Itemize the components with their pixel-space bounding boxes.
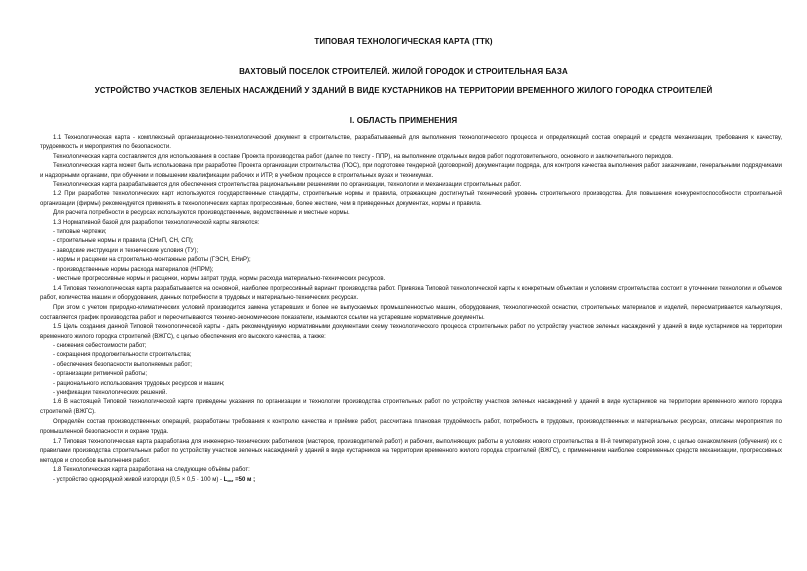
section-heading: I. ОБЛАСТЬ ПРИМЕНЕНИЯ (349, 116, 458, 125)
volume-text: - устройство однорядной живой изгороди (0,5 × 0,5 · 100 м) - (53, 476, 224, 483)
document-body (40, 134, 782, 485)
length-formula (224, 477, 255, 483)
document-subtitle-2: УСТРОЙСТВО УЧАСТКОВ ЗЕЛЕНЫХ НАСАЖДЕНИЙ У ЗДАНИЙ В ВИДЕ КУСТАРНИКОВ НА ТЕРРИТОРИИ ВРЕМЕННОГО ЖИЛОГО ГОРОДКА СТРОИТЕЛЕЙ (94, 86, 713, 95)
formula-value: =50 м ; (233, 476, 256, 483)
document-title: ТИПОВАЯ ТЕХНОЛОГИЧЕСКАЯ КАРТА (ТТК) (314, 37, 493, 46)
paragraph: Технологическая карта составляется для использования в составе Проекта производства работ (далее по тексту - ППР), на выполнение отдельных видов работ подготовительного, основного и заключительного периодов. (53, 153, 673, 160)
document-subtitle: ВАХТОВЫЙ ПОСЕЛОК СТРОИТЕЛЕЙ. ЖИЛОЙ ГОРОДОК И СТРОИТЕЛЬНАЯ БАЗА (239, 67, 568, 76)
list-item: - организации ритмичной работы; (53, 371, 148, 378)
paragraph: Определён состав производственных операций, разработаны требования к контролю качества и приёмке работ, рассчитана плановая трудоёмкость работ, потребность в трудовых, производственных и материальных ресурсах, описаны мероприятия по промышленной безопасности и охране труда. (40, 419, 782, 435)
list-item: - нормы и расценки на строительно-монтажные работы (ГЭСН, ЕНиР); (53, 257, 251, 264)
paragraph: Для расчета потребности в ресурсах используются производственные, ведомственные и местные нормы. (53, 210, 350, 217)
paragraph-1-4: 1.4 Типовая технологическая карта разрабатывается на основной, наиболее прогрессивный вариант производства работ. Привязка Типовой технологической карты к конкретным объектам и условиям строительства состоит в уточнении технологии и объемов работ, количества машин и оборудования, данных потребности в трудовых и материально-технических ресурсах. (40, 285, 782, 301)
list-item: - производственные нормы расхода материалов (НПРМ); (53, 266, 214, 273)
paragraph-1-7: 1.7 Типовая технологическая карта разработана для инженерно-технических работников (мастеров, производителей работ) и рабочих, выполняющих работы в условиях нового строительства в III-й температурной зоне, с целью ознакомления (обучения) их с правилами производства строительных работ по устройству участков зеленых насаждений у зданий в виде кустарников на территории временного жилого городка строителей (ВЖГС), с применением наиболее современных средств механизации, прогрессивных методов и способов выполнения работ. (40, 439, 782, 464)
volume-line (40, 476, 782, 485)
paragraph-1-6: 1.6 В настоящей Типовой технологической карте приведены указания по организации и технологии производства строительных работ по устройству участков зеленых насаждений у зданий в виде кустарников на территории временного жилого городка строителей (ВЖГС). (40, 399, 782, 415)
list-item: - рационального использования трудовых ресурсов и машин; (53, 380, 225, 387)
paragraph-1-1: 1.1 Технологическая карта - комплексный организационно-технологический документ в строительстве, разрабатываемый для выполнения технологического процесса и определяющий состав операций и средств механизации, требования к качеству, трудоемкость и мероприятия по безопасности. (40, 135, 782, 151)
list-item: - сокращения продолжительности строительства; (53, 352, 192, 359)
list-item: - местные прогрессивные нормы и расценки, нормы затрат труда, нормы расхода материально-технических ресурсов. (53, 276, 386, 283)
list-item: - обеспечения безопасности выполняемых работ; (53, 361, 192, 368)
list-item: - типовые чертежи; (53, 229, 107, 236)
list-item: - заводские инструкции и технические условия (ТУ); (53, 247, 199, 254)
list-item: - строительные нормы и правила (СНиП, СН, СП); (53, 238, 194, 245)
paragraph-1-8: 1.8 Технологическая карта разработана на следующие объёмы работ: (53, 467, 250, 474)
formula-subscript: изг (227, 477, 234, 483)
paragraph-1-3: 1.3 Нормативной базой для разработки технологической карты являются: (53, 219, 260, 226)
paragraph: При этом с учетом природно-климатических условий производится замена устаревших и более не выпускаемых промышленностью машин, оборудования, технологической оснастки, строительных материалов и изделий, пересматривается калькуляция, составляется график производства работ и пересчитываются технико-экономические показатели, изымаются ссылки на устаревшие нормативные документы. (40, 305, 782, 321)
paragraph: Технологическая карта разрабатывается для обеспечения строительства рациональными решениями по организации, технологии и механизации строительных работ. (53, 182, 522, 189)
formula-symbol: L (223, 476, 228, 483)
paragraph: Технологическая карта может быть использована при разработке Проекта организации строительства (ПОС), при подготовке тендерной (договорной) документации подряда, для контроля качества выполнения работ заказчиками, генеральными подрядчиками и надзорными органами, при обучении и повышении квалификации рабочих и ИТР, в учебном процессе в строительных вузах и техникумах. (40, 163, 782, 179)
paragraph-1-2: 1.2 При разработке технологических карт используются государственные стандарты, строительные нормы и правила, отражающие достигнутый технический уровень строительного производства. Для повышения конкурентоспособности строительной организации (фирмы) рекомендуется применять в технологических картах прогрессивные, более жесткие, чем в приведенных документах, нормы и правила. (40, 191, 782, 207)
list-item: - унификации технологических решений. (53, 389, 167, 396)
list-item: - снижения себестоимости работ; (53, 342, 147, 349)
paragraph-1-5: 1.5 Цель создания данной Типовой технологической карты - дать рекомендуемую нормативными документами схему технологического процесса строительных работ по устройству участков зеленых насаждений у зданий в виде кустарников на территории временного жилого городка строителей (ВЖГС), с целью обеспечения его высокого качества, а также: (40, 324, 782, 340)
